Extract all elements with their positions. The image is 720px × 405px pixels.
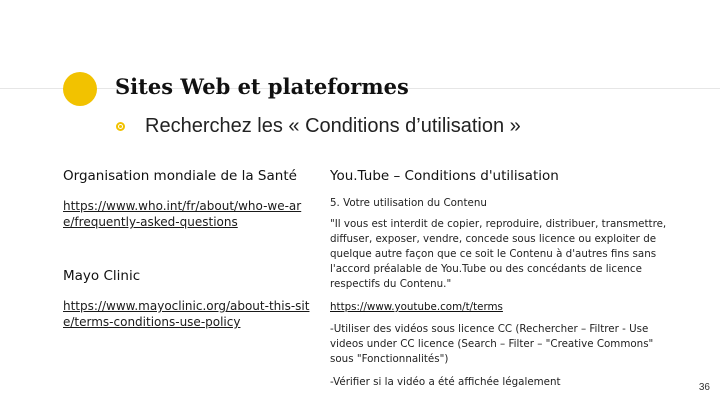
- left-column: [63, 168, 311, 330]
- yellow-circle-decoration: [63, 72, 97, 106]
- subtitle-row: [116, 113, 521, 139]
- who-heading: Organisation mondiale de la Santé: [63, 168, 297, 184]
- right-column: [330, 168, 670, 390]
- who-link[interactable]: https://www.who.int/fr/about/who-we-are/frequently-asked-questions: [63, 199, 302, 229]
- slide-subtitle: Recherchez les « Conditions d’utilisation »: [145, 114, 521, 137]
- youtube-heading: You.Tube – Conditions d'utilisation: [330, 168, 559, 184]
- cc-license-note: -Utiliser des vidéos sous licence CC (Rechercher – Filtrer - Use videos under CC licence (Search – Filter – "Creative Commons" sous "Fonctionnalités"): [330, 323, 654, 365]
- section-label: 5. Votre utilisation du Contenu: [330, 197, 487, 209]
- page-number: 36: [698, 382, 710, 393]
- bullet-icon: [116, 122, 125, 131]
- verify-note: -Vérifier si la vidéo a été affichée légalement: [330, 376, 561, 388]
- youtube-terms-link[interactable]: https://www.youtube.com/t/terms: [330, 301, 503, 313]
- mayo-heading: Mayo Clinic: [63, 268, 141, 284]
- mayo-link[interactable]: https://www.mayoclinic.org/about-this-site/terms-conditions-use-policy: [63, 299, 310, 329]
- terms-quote: "Il vous est interdit de copier, reproduire, distribuer, transmettre, diffuser, exposer, vendre, concede sous licence ou exploiter de quelque autre façon que ce soit le Contenu à d'autres fins sans l'accord préalable de You.Tube ou des concédants de licence respectifs du Contenu.": [330, 218, 667, 290]
- slide-title: Sites Web et plateformes: [115, 74, 409, 99]
